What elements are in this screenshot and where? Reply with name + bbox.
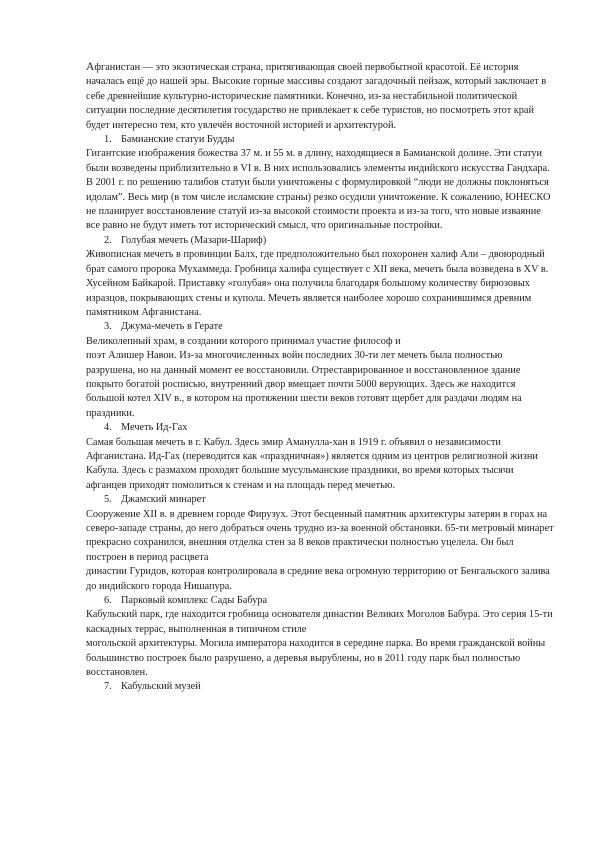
list-number: 1.: [104, 134, 112, 146]
list-number: 4.: [104, 422, 112, 434]
section-paragraph: Живописная мечеть в провинции Балх, где предположительно был похоронен халиф Али – двоюродный брат самого пророка Мухаммеда. Гробница халифа существует с XII века, мечеть была возведена в XV в. Хусейном Байкарой. Приставку «голубая» она получила благодаря большому количеству бирюзовых изразцов, покрывающих стены и купола. Мечеть является наиболее хорошо сохранившимся древним памятником Афганистана.: [86, 249, 549, 318]
section-title: Кабульский музей: [121, 681, 201, 693]
section-heading: [86, 493, 554, 507]
section-paragraph: Самая большая мечеть в г. Кабул. Здесь эмир Аманулла-хан в 1919 г. объявил о независимости Афганистана. Ид-Гах (переводится как «праздничная») является одним из центров религиозной жизни Кабула. Здесь с размахом проходят большие мусульманские праздники, во время которых тысячи афганцев приходят помолиться к стенам и на площадь перед мечетью.: [86, 436, 538, 491]
section-paragraph: могольской архитектуры. Могила императора находится в середине парка. Во время гражданской войны большинство построек было разрушено, а деревья вырублены, но в 2011 году парк был полностью восстановлен.: [86, 638, 546, 679]
list-number: 5.: [104, 494, 112, 506]
sections-list: [86, 133, 554, 695]
list-number: 2.: [104, 234, 112, 246]
section-title: Голубая мечеть (Мазари-Шариф): [121, 234, 267, 246]
list-number: 6.: [104, 595, 112, 607]
section-heading: [86, 594, 554, 608]
intro-text: фганистан — это экзотическая страна, притягивающая своей первобытной красотой. Её история началась ещё до нашей эры. Высокие горные массивы создают загадочный пейзаж, который заключает в себе древнейшие культурно-исторические памятники. Конечно, из-за нестабильной политической ситуации последние десятилетия государство не привлекает к себе туристов, но посмотреть этот край будет интересно тем, кто увлечён восточной историей и архитектурой.: [86, 62, 547, 131]
section-paragraph: Сооружение XII в. в древнем городе Фирузух. Этот бесценный памятник архитектуры затерян в горах на северо-западе страны, до него добраться очень трудно из-за военной обстановки. 65-ти метровый минарет прекрасно сохранился, внешняя отделка стен за 8 веков практически полностью уцелела. Он был построен в период расцвета: [86, 508, 554, 563]
list-number: 3.: [104, 321, 112, 333]
section-heading: [86, 421, 554, 435]
section-title: Мечеть Ид-Гах: [121, 422, 188, 434]
section-title: Джума-мечеть в Герате: [121, 321, 223, 333]
section-title: Джамский минарет: [121, 494, 206, 506]
list-number: 7.: [104, 681, 112, 693]
intro-paragraph: [86, 60, 554, 133]
section-heading: [86, 133, 554, 147]
section-heading: [86, 234, 554, 248]
section-paragraph: Кабульский парк, где находится гробница основателя династии Великих Моголов Бабура. Это серия 15-ти каскадных террас, выполненная в типичном стиле: [86, 609, 553, 635]
section-heading: [86, 680, 554, 694]
section-paragraph: Великолепный храм, в создании которого принимал участие философ и: [86, 335, 401, 347]
section-paragraph: династии Гуридов, которая контролировала в средние века огромную территорию от Бенгальского залива до индийского города Нишапура.: [86, 566, 550, 592]
section-title: Парковый комплекс Сады Бабура: [121, 595, 268, 607]
document-page: [86, 60, 554, 695]
intro-initial: А: [86, 61, 95, 73]
section-heading: [86, 320, 554, 334]
section-title: Бамианские статуи Будды: [121, 134, 235, 146]
section-paragraph: Гигантские изображения божества 37 м. и 55 м. в длину, находящиеся в Бамианской долине. Эти статуи были возведены приблизительно в VI в. В них использовались элементы индийского искусства Гандхара. В 2001 г. по решению талибов статуи были уничтожены с формулировкой “люди не должны поклоняться идолам”. Весь мир (в том числе исламские страны) резко осудили уничтожение. К сожалению, ЮНЕСКО не планирует восстановление статуй из-за высокой стоимости проекта и из-за того, что новые изваяние все равно не будут иметь тот исторический смысл, что оригинальные постройки.: [86, 148, 551, 232]
section-paragraph: поэт Алишер Навои. Из-за многочисленных войн последних 30-ти лет мечеть была полностью разрушена, но на данный момент ее восстановили. Отреставрированное и восстановленное здание покрыто богатой росписью, внутренний двор вмещает почти 5000 верующих. Здесь же находится большой котел XIV в., в котором на протяжении шести веков готовят щербет для раздачи людям на праздники.: [86, 350, 522, 419]
